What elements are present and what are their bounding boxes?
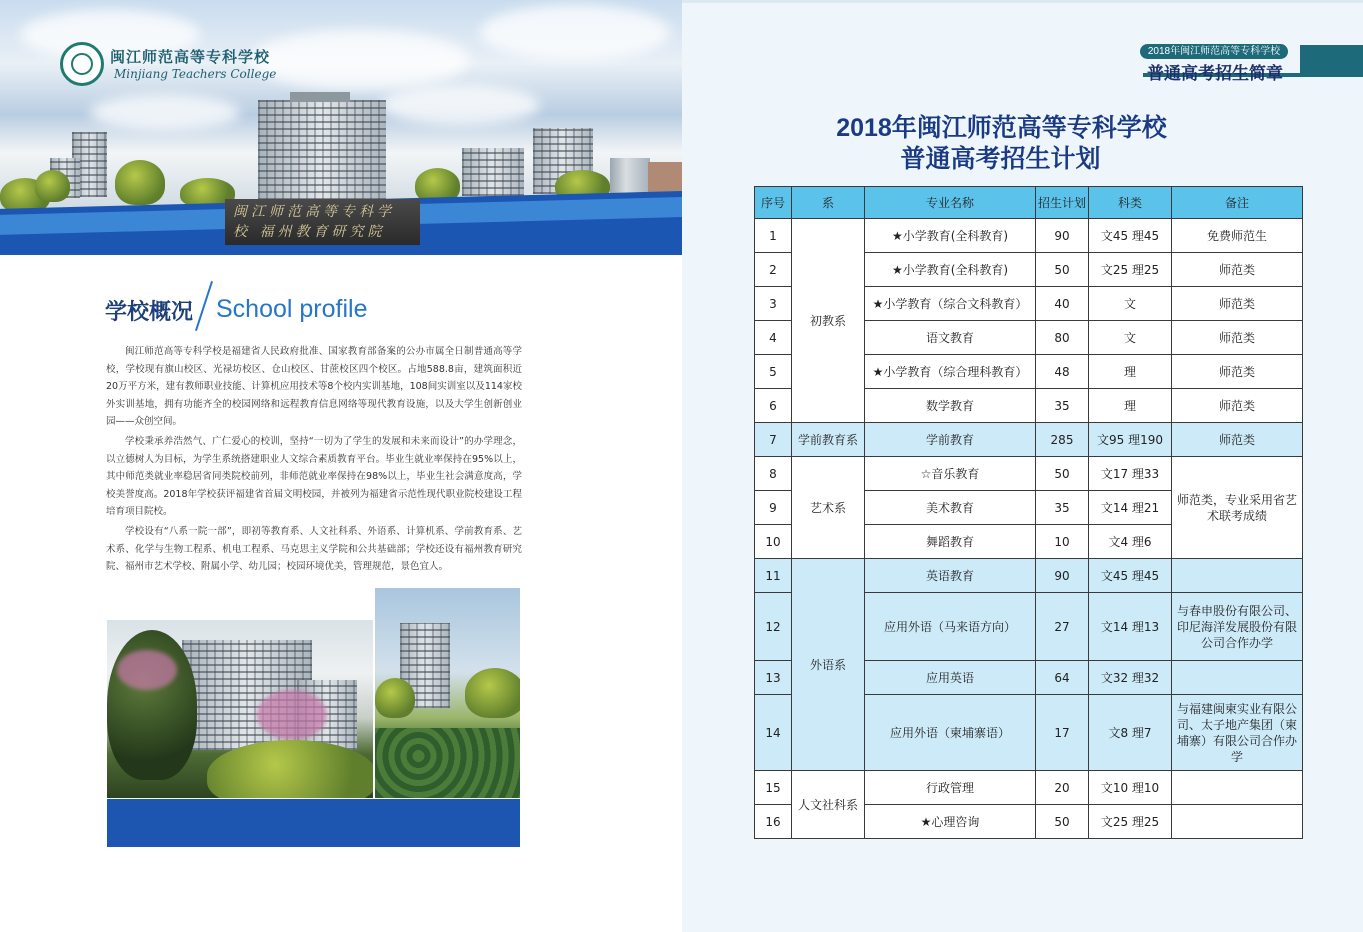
college-logo-icon — [60, 42, 104, 86]
table-row: 12 应用外语（马来语方向） 27 文14 理13 与春申股份有限公司、印尼海洋发展股份有限公司合作办学 — [755, 593, 1303, 661]
header-type: 科类 — [1089, 187, 1172, 219]
table-row: 9 美术教育 35 文14 理21 — [755, 491, 1303, 525]
campus-banner-photo — [0, 0, 682, 255]
logo-name-cn: 闽江师范高等专科学校 — [110, 48, 271, 66]
art-note: 师范类，专业采用省艺术联考成绩 — [1172, 457, 1303, 559]
profile-paragraph-2: 学校秉承养浩然气、广仁爱心的校训，坚持“一切为了学生的发展和未来而设计”的办学理念，以立德树人为目标，为学生系统搭建职业人文综合素质教育平台。毕业生就业率保持在95%以上，其中师范类就业率稳居省同类院校前列，非师范就业率保持在98%以上，毕业生社会满意度高，学校美誉度高。2018年学校获评福建省首届文明校园，并被列为福建省示范性现代职业院校建设工程培育项目院校。 — [106, 436, 522, 517]
table-row: 13 应用英语 64 文32 理32 — [755, 661, 1303, 695]
table-header-row — [755, 187, 1303, 219]
section-title-en: School profile — [216, 295, 368, 323]
table-row: 6 数学教育 35 理 师范类 — [755, 389, 1303, 423]
profile-paragraph-1: 闽江师范高等专科学校是福建省人民政府批准、国家教育部备案的公办市属全日制普通高等学校，学校现有旗山校区、光禄坊校区、仓山校区、甘蔗校区四个校区。占地588.8亩，建筑面积近20万平方米，建有教师职业技能、计算机应用技术等8个校内实训基地，108间实训室以及114家校外实训基地，拥有功能齐全的校园网络和远程教育信息网络等现代教育设施，以及大学生创新创业园——众创空间。 — [106, 346, 522, 427]
header-no: 序号 — [755, 187, 792, 219]
campus-flower-photo — [107, 620, 373, 798]
profile-paragraph-3: 学校设有“八系一院一部”，即初等教育系、人文社科系、外语系、计算机系、学前教育系、艺术系、化学与生物工程系、机电工程系、马克思主义学院和公共基础部；学校还设有福州教育研究院、福州市艺术学校、附属小学、幼儿园；校园环境优美，管理规范，景色宜人。 — [106, 526, 522, 572]
campus-stone-sign: 闽江师范高等专科学校 福州教育研究院 — [225, 199, 420, 245]
header-note: 备注 — [1172, 187, 1303, 219]
table-row: 1 初教系 ★小学教育(全科教育) 90 文45 理45 免费师范生 — [755, 219, 1303, 253]
table-row: 10 舞蹈教育 10 文4 理6 — [755, 525, 1303, 559]
section-title-cn: 学校概况 — [105, 299, 194, 324]
dept-renwen: 人文社科系 — [792, 771, 865, 839]
campus-pond-photo — [375, 588, 520, 798]
dept-yishu: 艺术系 — [792, 457, 865, 559]
dept-waiyu: 外语系 — [792, 559, 865, 771]
plan-title-line1: 2018年闽江师范高等专科学校 — [836, 114, 1167, 142]
logo-name-en: Minjiang Teachers College — [114, 67, 277, 81]
table-row: 5 ★小学教育（综合理科教育） 48 理 师范类 — [755, 355, 1303, 389]
plan-title-line2: 普通高考招生计划 — [900, 145, 1101, 173]
table-row: 7 学前教育系 学前教育 285 文95 理190 师范类 — [755, 423, 1303, 457]
header-teal-block — [1300, 45, 1363, 77]
running-header-title: 普通高考招生简章 — [1147, 64, 1283, 83]
enrollment-plan-table — [754, 186, 1303, 839]
table-row: 3 ★小学教育（综合文科教育） 40 文 师范类 — [755, 287, 1303, 321]
header-major: 专业名称 — [865, 187, 1036, 219]
decorative-blue-bar — [107, 799, 520, 847]
header-dept: 系 — [792, 187, 865, 219]
table-row: 4 语文教育 80 文 师范类 — [755, 321, 1303, 355]
right-page — [682, 0, 1363, 932]
table-row: 8 艺术系 ☆音乐教育 50 文17 理33 师范类，专业采用省艺术联考成绩 — [755, 457, 1303, 491]
table-row: 16 ★心理咨询 50 文25 理25 — [755, 805, 1303, 839]
table-row: 11 外语系 英语教育 90 文45 理45 — [755, 559, 1303, 593]
table-row: 15 人文社科系 行政管理 20 文10 理10 — [755, 771, 1303, 805]
table-row: 14 应用外语（柬埔寨语） 17 文8 理7 与福建闽柬实业有限公司、太子地产集团（柬埔寨）有限公司合作办学 — [755, 695, 1303, 771]
running-header-school: 2018年闽江师范高等专科学校 — [1140, 44, 1288, 59]
header-plan: 招生计划 — [1036, 187, 1089, 219]
table-row: 2 ★小学教育(全科教育) 50 文25 理25 师范类 — [755, 253, 1303, 287]
dept-xueqian: 学前教育系 — [792, 423, 865, 457]
dept-chujiao: 初教系 — [792, 219, 865, 423]
title-divider — [195, 281, 213, 331]
